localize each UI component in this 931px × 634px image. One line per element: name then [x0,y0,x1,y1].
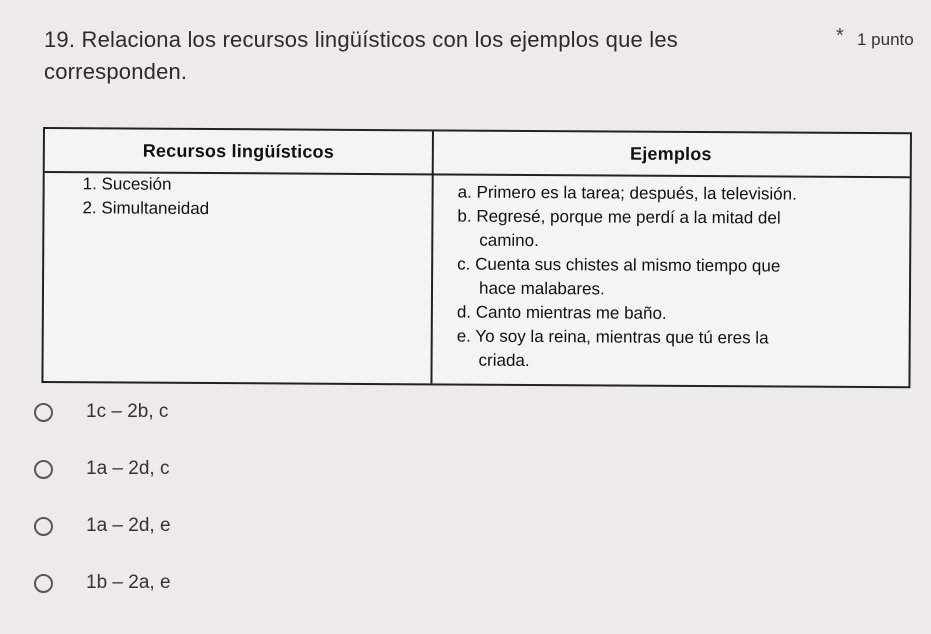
ejemplo-item-e [457,325,902,376]
ejemplos-list [457,181,903,376]
option-label: 1c – 2b, c [86,401,169,422]
ejemplo-item-b-line-1: b. Regresé, porque me perdí a la mitad del [457,206,781,228]
option-1a-2d-c[interactable] [34,455,169,483]
question-table-image [41,127,912,388]
radio-button[interactable] [34,574,53,593]
points-label: 1 punto [857,30,914,49]
option-label: 1a – 2d, c [86,458,170,479]
option-1a-2d-e[interactable] [34,512,171,540]
required-marker: * [836,25,844,47]
ejemplo-item-b-line-2: camino. [479,230,539,251]
ejemplo-item-c [457,253,902,304]
ejemplo-item-e-line-2: criada. [478,350,530,370]
table-column-divider [430,131,434,383]
ejemplo-item-a-line-1: a. Primero es la tarea; después, la televisión. [457,182,797,204]
option-label: 1a – 2d, e [86,515,171,536]
radio-button[interactable] [34,460,53,479]
option-1b-2a-e[interactable] [34,569,171,597]
ejemplo-item-c-line-1: c. Cuenta sus chistes al mismo tiempo que [457,254,781,276]
ejemplo-item-b [457,205,902,256]
option-1c-2b-c[interactable] [34,398,168,426]
ejemplo-item-d-line-1: d. Canto mientras me baño. [456,302,667,323]
table-header-recursos: Recursos lingüísticos [142,140,335,162]
ejemplo-item-c-line-2: hace malabares. [478,278,605,299]
recursos-list [82,172,209,221]
question-title: 19. Relaciona los recursos lingüísticos con los ejemplos que les corresponden. [44,27,679,84]
ejemplo-item-a [458,181,903,208]
recurso-item-1: 1. Sucesión [82,174,172,194]
option-label: 1b – 2a, e [86,572,171,593]
ejemplo-item-e-line-1: e. Yo soy la reina, mientras que tú eres la [456,326,769,348]
radio-button[interactable] [34,517,53,536]
radio-button[interactable] [34,403,53,422]
ejemplo-item-d [457,301,902,328]
table-header-ejemplos: Ejemplos [629,143,712,164]
recurso-item-2: 2. Simultaneidad [82,198,210,219]
